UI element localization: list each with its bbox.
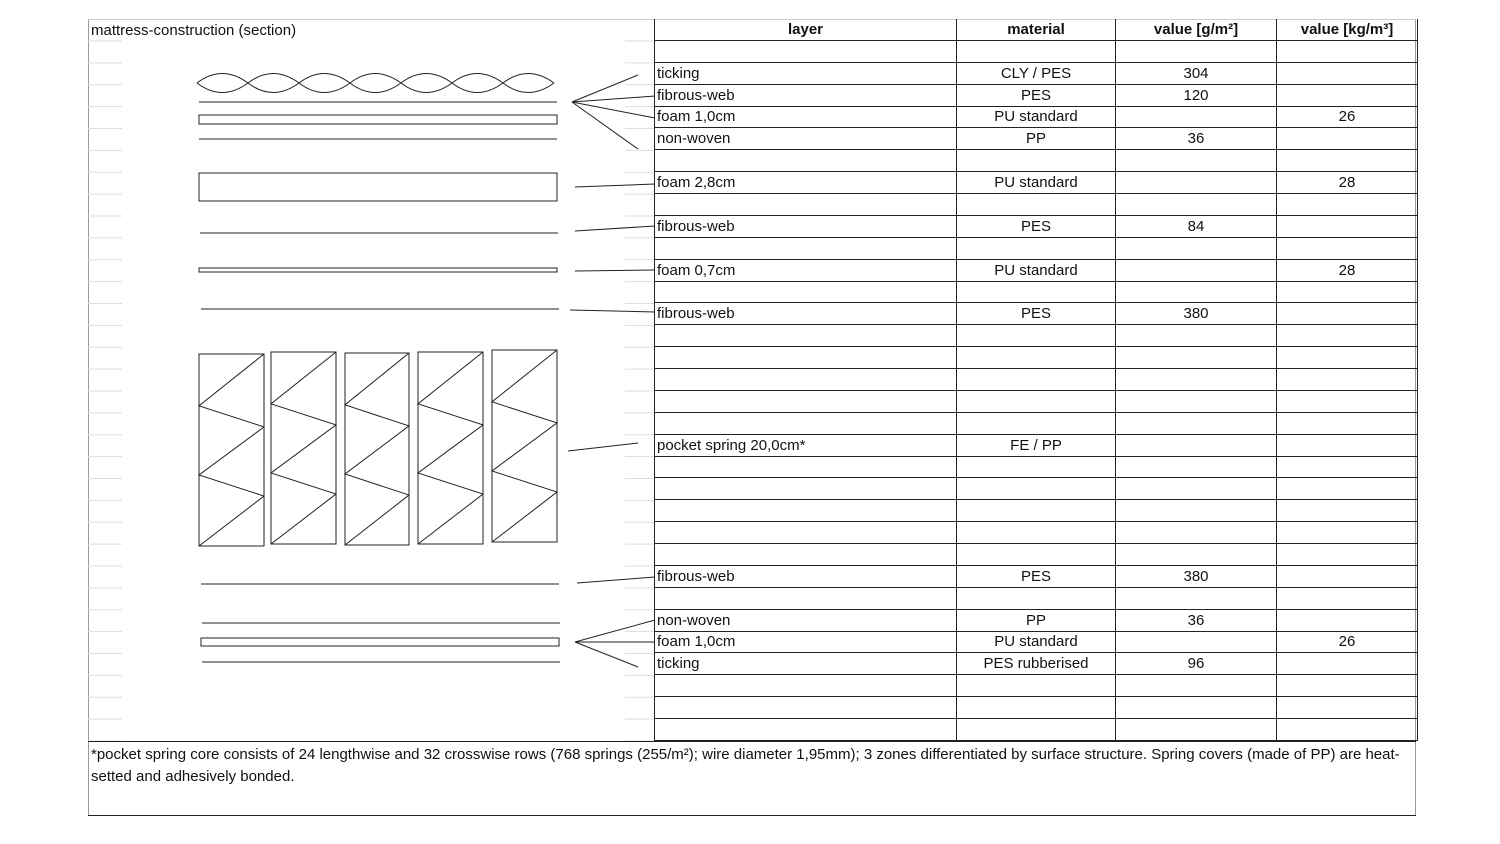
cell-g: [1116, 194, 1277, 216]
cell-material: [957, 500, 1116, 522]
cell-g: 380: [1116, 565, 1277, 587]
cell-material: [957, 697, 1116, 719]
cell-layer: [655, 347, 957, 369]
table-row: [655, 631, 1418, 653]
cell-material: PU standard: [957, 172, 1116, 194]
table-row: [655, 194, 1418, 216]
cell-g: [1116, 150, 1277, 172]
cell-layer: [655, 719, 957, 741]
leader-line: [568, 443, 638, 451]
cell-layer: [655, 587, 957, 609]
cell-kg: [1277, 237, 1418, 259]
cell-g: 96: [1116, 653, 1277, 675]
cell-g: [1116, 325, 1277, 347]
table-row: [655, 587, 1418, 609]
cell-material: [957, 522, 1116, 544]
table-row: [655, 500, 1418, 522]
table-row: [655, 653, 1418, 675]
section-title: mattress-construction (section): [91, 22, 297, 39]
cell-layer: [655, 478, 957, 500]
cell-kg: [1277, 456, 1418, 478]
cell-layer: [655, 500, 957, 522]
cell-layer: ticking: [655, 653, 957, 675]
cell-material: [957, 675, 1116, 697]
cell-kg: [1277, 500, 1418, 522]
cell-layer: [655, 412, 957, 434]
header-kg-per-m3: value [kg/m³]: [1277, 19, 1418, 40]
leader-line: [572, 102, 638, 149]
cell-material: [957, 587, 1116, 609]
table-row: [655, 434, 1418, 456]
cell-g: [1116, 697, 1277, 719]
cell-material: PP: [957, 128, 1116, 150]
cell-material: [957, 347, 1116, 369]
header-layer: layer: [655, 19, 957, 40]
foam-layer: [201, 638, 559, 646]
cell-material: PES: [957, 303, 1116, 325]
ticking-layer: [197, 74, 554, 93]
cell-layer: [655, 697, 957, 719]
cell-kg: [1277, 303, 1418, 325]
cell-g: [1116, 719, 1277, 741]
cell-layer: [655, 237, 957, 259]
cell-layer: foam 1,0cm: [655, 106, 957, 128]
cell-g: [1116, 172, 1277, 194]
cell-g: [1116, 106, 1277, 128]
leader-line: [577, 577, 655, 583]
pocket-spring: [271, 352, 336, 544]
cell-material: [957, 325, 1116, 347]
cell-layer: [655, 456, 957, 478]
header-g-per-m2: value [g/m²]: [1116, 19, 1277, 40]
cell-material: [957, 478, 1116, 500]
cell-material: [957, 194, 1116, 216]
spring-zigzag: [492, 350, 557, 542]
cell-kg: [1277, 281, 1418, 303]
table-row: [655, 719, 1418, 741]
cell-kg: [1277, 325, 1418, 347]
cell-kg: [1277, 434, 1418, 456]
cell-kg: [1277, 369, 1418, 391]
cell-kg: 28: [1277, 259, 1418, 281]
cell-material: [957, 456, 1116, 478]
cell-material: PES: [957, 565, 1116, 587]
cell-layer: [655, 325, 957, 347]
leader-line: [570, 310, 655, 312]
cell-material: [957, 237, 1116, 259]
table-row: [655, 128, 1418, 150]
cell-layer: [655, 281, 957, 303]
cell-kg: [1277, 522, 1418, 544]
cell-g: 84: [1116, 215, 1277, 237]
cell-material: PES: [957, 84, 1116, 106]
pocket-spring: [345, 353, 409, 545]
layer-table: [654, 19, 1418, 741]
table-row: [655, 325, 1418, 347]
spring-zigzag: [418, 352, 483, 544]
cell-kg: [1277, 653, 1418, 675]
cell-kg: [1277, 84, 1418, 106]
cell-g: 380: [1116, 303, 1277, 325]
cell-g: 304: [1116, 62, 1277, 84]
cell-material: [957, 390, 1116, 412]
cell-layer: [655, 522, 957, 544]
cell-layer: [655, 675, 957, 697]
cell-g: [1116, 434, 1277, 456]
leader-line: [575, 270, 655, 271]
cell-kg: [1277, 62, 1418, 84]
table-row: [655, 347, 1418, 369]
table-row: [655, 303, 1418, 325]
table-row: [655, 84, 1418, 106]
table-row: [655, 675, 1418, 697]
cell-layer: foam 1,0cm: [655, 631, 957, 653]
cell-layer: [655, 369, 957, 391]
cell-layer: [655, 194, 957, 216]
cell-g: [1116, 544, 1277, 566]
table-row: [655, 215, 1418, 237]
foam-layer: [199, 173, 557, 201]
cell-g: [1116, 522, 1277, 544]
cell-g: [1116, 281, 1277, 303]
cell-material: [957, 150, 1116, 172]
cell-material: PU standard: [957, 631, 1116, 653]
cell-layer: pocket spring 20,0cm*: [655, 434, 957, 456]
cell-material: PES: [957, 215, 1116, 237]
cell-layer: fibrous-web: [655, 84, 957, 106]
cell-kg: [1277, 609, 1418, 631]
cell-kg: [1277, 478, 1418, 500]
cell-g: [1116, 40, 1277, 62]
cell-kg: [1277, 587, 1418, 609]
cell-layer: ticking: [655, 62, 957, 84]
cell-layer: foam 2,8cm: [655, 172, 957, 194]
cell-layer: non-woven: [655, 128, 957, 150]
cell-kg: [1277, 675, 1418, 697]
footnote: *pocket spring core consists of 24 lengthwise and 32 crosswise rows (768 springs (255/m²); wire diameter 1,95mm); 3 zones differentiated by surface structure. Spring covers (made of PP) are heat-setted and adhesively bonded.: [88, 741, 1416, 816]
table-row: [655, 412, 1418, 434]
cell-g: [1116, 478, 1277, 500]
leader-line: [575, 620, 655, 642]
cell-g: [1116, 237, 1277, 259]
cell-material: CLY / PES: [957, 62, 1116, 84]
cell-material: FE / PP: [957, 434, 1116, 456]
cell-g: [1116, 390, 1277, 412]
cell-kg: [1277, 544, 1418, 566]
cell-kg: [1277, 390, 1418, 412]
table-row: [655, 62, 1418, 84]
cell-g: [1116, 587, 1277, 609]
table-row: [655, 40, 1418, 62]
cell-layer: foam 0,7cm: [655, 259, 957, 281]
cell-layer: [655, 150, 957, 172]
table-row: [655, 150, 1418, 172]
table-row: [655, 369, 1418, 391]
cell-layer: non-woven: [655, 609, 957, 631]
cell-g: 36: [1116, 609, 1277, 631]
cell-kg: [1277, 565, 1418, 587]
cell-g: [1116, 369, 1277, 391]
cell-material: [957, 40, 1116, 62]
cell-g: [1116, 675, 1277, 697]
cell-material: [957, 719, 1116, 741]
cell-material: PU standard: [957, 259, 1116, 281]
cell-g: [1116, 412, 1277, 434]
cell-kg: 26: [1277, 631, 1418, 653]
table-row: [655, 259, 1418, 281]
cell-g: [1116, 347, 1277, 369]
table-row: [655, 281, 1418, 303]
spring-zigzag: [345, 353, 409, 545]
cell-kg: [1277, 347, 1418, 369]
cell-kg: [1277, 40, 1418, 62]
table-row: [655, 565, 1418, 587]
cell-kg: 28: [1277, 172, 1418, 194]
pocket-spring: [418, 352, 483, 544]
cell-layer: fibrous-web: [655, 215, 957, 237]
cell-material: PP: [957, 609, 1116, 631]
cell-layer: [655, 390, 957, 412]
cell-layer: fibrous-web: [655, 303, 957, 325]
header-material: material: [957, 19, 1116, 40]
cell-kg: [1277, 697, 1418, 719]
cell-material: PU standard: [957, 106, 1116, 128]
foam-layer: [199, 115, 557, 124]
leader-line: [575, 184, 655, 187]
leader-line: [575, 642, 638, 667]
table-row: [655, 544, 1418, 566]
cell-g: [1116, 500, 1277, 522]
spring-zigzag: [199, 354, 264, 546]
cell-material: [957, 369, 1116, 391]
table-header: [655, 19, 1418, 40]
table-row: [655, 697, 1418, 719]
cell-kg: [1277, 150, 1418, 172]
cell-material: [957, 281, 1116, 303]
cell-g: 120: [1116, 84, 1277, 106]
table-row: [655, 609, 1418, 631]
cell-g: [1116, 259, 1277, 281]
pocket-spring: [492, 350, 557, 542]
cell-material: [957, 412, 1116, 434]
table-row: [655, 390, 1418, 412]
table-row: [655, 522, 1418, 544]
pocket-spring: [199, 354, 264, 546]
cell-layer: fibrous-web: [655, 565, 957, 587]
cell-g: [1116, 631, 1277, 653]
table-row: [655, 172, 1418, 194]
cell-kg: 26: [1277, 106, 1418, 128]
table-row: [655, 478, 1418, 500]
table-row: [655, 456, 1418, 478]
leader-line: [575, 226, 655, 231]
cell-kg: [1277, 215, 1418, 237]
cell-kg: [1277, 412, 1418, 434]
cell-layer: [655, 40, 957, 62]
cell-material: [957, 544, 1116, 566]
cell-g: [1116, 456, 1277, 478]
cell-kg: [1277, 194, 1418, 216]
cell-layer: [655, 544, 957, 566]
cell-material: PES rubberised: [957, 653, 1116, 675]
cell-kg: [1277, 719, 1418, 741]
cell-kg: [1277, 128, 1418, 150]
table-row: [655, 106, 1418, 128]
leader-line: [572, 102, 655, 118]
foam-layer: [199, 268, 557, 272]
table-row: [655, 237, 1418, 259]
spring-zigzag: [271, 352, 336, 544]
cell-g: 36: [1116, 128, 1277, 150]
